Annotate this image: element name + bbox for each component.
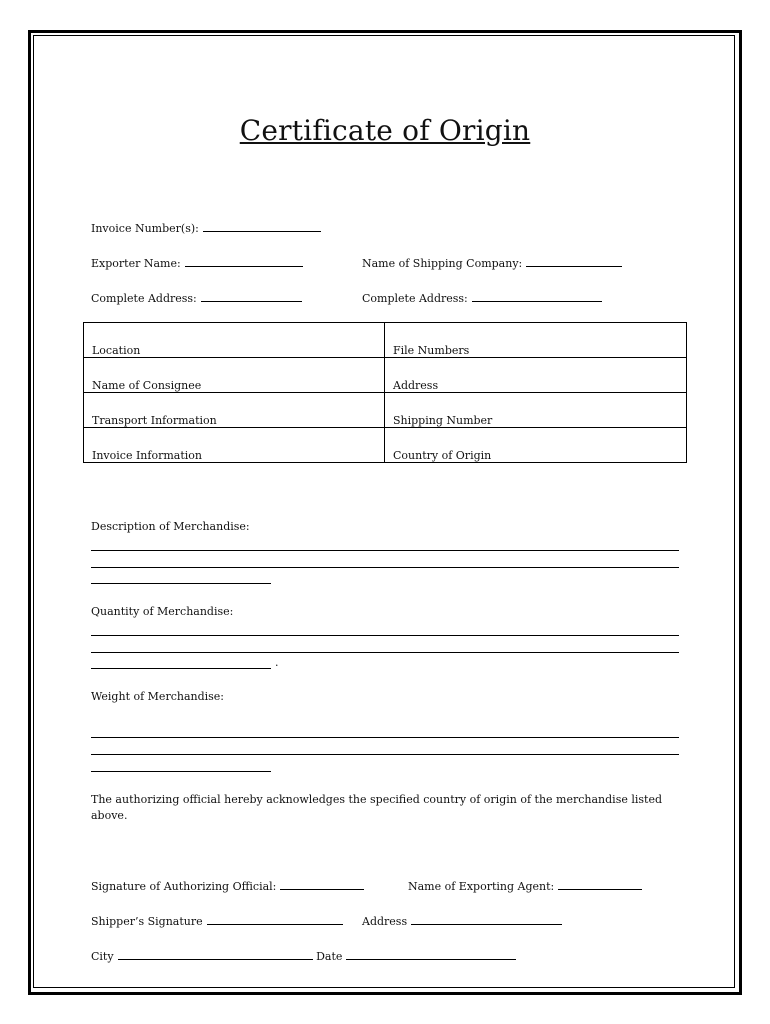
exporter-address-blank[interactable] bbox=[201, 291, 302, 302]
exporting-agent-field[interactable] bbox=[408, 879, 642, 894]
weight-line-3[interactable] bbox=[91, 771, 271, 772]
invoice-numbers-label: Invoice Number(s): bbox=[91, 222, 199, 235]
shipper-signature-blank[interactable] bbox=[207, 914, 343, 925]
acknowledgement-text: The authorizing official hereby acknowledges the specified country of origin of the merchandise listed above. bbox=[91, 793, 662, 822]
description-line-3[interactable] bbox=[91, 583, 271, 584]
shipping-address-label: Complete Address: bbox=[362, 292, 468, 305]
weight-line-2[interactable] bbox=[91, 754, 679, 755]
table-cell-invoice[interactable]: Invoice Information bbox=[84, 428, 385, 463]
exporter-name-label: Exporter Name: bbox=[91, 257, 181, 270]
table-cell-country-origin[interactable]: Country of Origin bbox=[385, 428, 687, 463]
shipping-company-blank[interactable] bbox=[526, 256, 622, 267]
city-blank[interactable] bbox=[118, 949, 313, 960]
table-cell-consignee[interactable]: Name of Consignee bbox=[84, 358, 385, 393]
authorizing-official-blank[interactable] bbox=[280, 879, 364, 890]
exporter-address-label: Complete Address: bbox=[91, 292, 197, 305]
shipping-address-field[interactable] bbox=[362, 291, 602, 306]
table-cell-file-numbers[interactable]: File Numbers bbox=[385, 323, 687, 358]
authorizing-official-label: Signature of Authorizing Official: bbox=[91, 880, 277, 893]
quantity-label: Quantity of Merchandise: bbox=[91, 605, 234, 618]
date-blank[interactable] bbox=[346, 949, 516, 960]
shipping-address-blank[interactable] bbox=[472, 291, 602, 302]
shipment-info-table bbox=[83, 322, 687, 463]
quantity-line-2[interactable] bbox=[91, 652, 679, 653]
quantity-period: . bbox=[275, 656, 279, 669]
exporter-name-blank[interactable] bbox=[185, 256, 303, 267]
invoice-numbers-blank[interactable] bbox=[203, 221, 321, 232]
weight-line-1[interactable] bbox=[91, 737, 679, 738]
weight-label: Weight of Merchandise: bbox=[91, 690, 225, 703]
exporting-agent-blank[interactable] bbox=[558, 879, 642, 890]
date-label: Date bbox=[316, 950, 343, 963]
invoice-numbers-field[interactable] bbox=[91, 221, 321, 236]
table-row bbox=[84, 323, 687, 358]
exporter-address-field[interactable] bbox=[91, 291, 302, 306]
document-title: Certificate of Origin bbox=[239, 114, 531, 147]
description-line-2[interactable] bbox=[91, 567, 679, 568]
authorizing-official-field[interactable] bbox=[91, 879, 364, 894]
page-border-inner bbox=[33, 35, 735, 988]
description-label: Description of Merchandise: bbox=[91, 520, 250, 533]
shipper-signature-field[interactable] bbox=[91, 914, 343, 929]
quantity-line-1[interactable] bbox=[91, 635, 679, 636]
city-label: City bbox=[91, 950, 114, 963]
shipping-company-label: Name of Shipping Company: bbox=[362, 257, 523, 270]
table-cell-location[interactable]: Location bbox=[84, 323, 385, 358]
exporter-name-field[interactable] bbox=[91, 256, 303, 271]
city-date-field[interactable] bbox=[91, 949, 516, 964]
table-row bbox=[84, 393, 687, 428]
table-cell-address[interactable]: Address bbox=[385, 358, 687, 393]
table-row bbox=[84, 428, 687, 463]
shipping-company-field[interactable] bbox=[362, 256, 622, 271]
description-line-1[interactable] bbox=[91, 550, 679, 551]
signature-address-label: Address bbox=[362, 915, 408, 928]
shipper-signature-label: Shipper’s Signature bbox=[91, 915, 203, 928]
exporting-agent-label: Name of Exporting Agent: bbox=[408, 880, 555, 893]
table-cell-transport[interactable]: Transport Information bbox=[84, 393, 385, 428]
signature-address-field[interactable] bbox=[362, 914, 562, 929]
table-cell-shipping-number[interactable]: Shipping Number bbox=[385, 393, 687, 428]
quantity-line-3[interactable] bbox=[91, 668, 271, 669]
table-row bbox=[84, 358, 687, 393]
signature-address-blank[interactable] bbox=[411, 914, 562, 925]
